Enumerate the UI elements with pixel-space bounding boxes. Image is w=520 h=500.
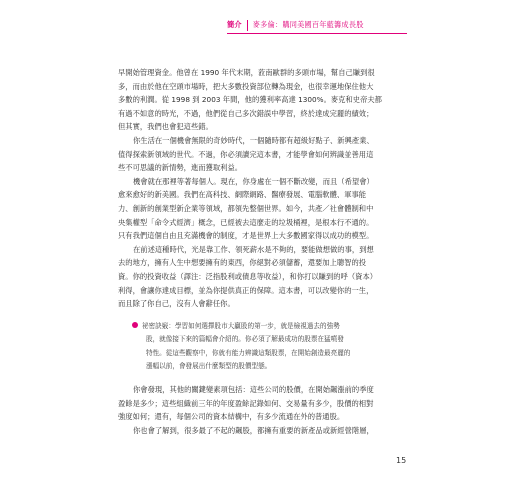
paragraph-line: 力、創新的創業型新企業等領域，都領先整個世界。如今，共產／社會體制和中 <box>118 203 374 213</box>
running-header <box>227 18 364 32</box>
paragraph-line: 資。你的投資收益（譯注：泛指股利或債息等收益），和你打以賺到的呼（資本） <box>118 271 378 281</box>
paragraph-line: 機會就在那裡等著每個人。現在，你身處在一個不斷改變，而且（希望會） <box>133 176 374 186</box>
page-body <box>118 66 414 437</box>
paragraph <box>118 243 414 311</box>
paragraph-line: 你也會了解到，很多最了不起的飆股，都擁有重要的新產品或新經營階層， <box>133 425 374 435</box>
paragraph-line: 多，而由於他在空頭市場時，把大多數投資部位轉為現金，也很幸運地保住他大 <box>118 81 374 91</box>
paragraph-line: 值得探索新領域的世代。不過，你必須讀完這本書，才能學會如何辨識並善用這 <box>118 149 374 159</box>
callout-line: 漲幅以前，會發展出什麼類型的股價型態。 <box>146 362 272 371</box>
header-rule <box>227 33 407 34</box>
paragraph-line: 你生活在一個機會無限的奇妙時代，一個隨時都有超級好點子、新興產業、 <box>133 135 374 145</box>
callout-line: 祕密訣竅：學習如何選擇股市大贏股的第一步，就是檢視過去的強勢 <box>132 320 414 334</box>
header-divider <box>247 20 248 31</box>
paragraph <box>118 175 414 243</box>
page-number: 15 <box>396 456 407 465</box>
paragraph-line: 強度如何；還有，每個公司的資本結構中，有多少流通在外的普通股。 <box>118 412 345 422</box>
paragraph-line: 些不可思議的新情勢，進而獲取利益。 <box>118 163 243 173</box>
paragraph-line: 但其實，我們也會犯這些錯。 <box>118 122 213 132</box>
paragraph-line: 早開始管理資金。他曾在 1990 年代末期，蒞南歐群的多頭市場，幫自己賺到很 <box>118 68 375 77</box>
callout-line: 特性。從這些觀察中，你就有能力辨識這類股票，在開始創造最亮麗的 <box>146 348 351 357</box>
paragraph-line: 在前述這種時代，光是靠工作、領死薪水是不夠的，要能做想做的事，到想 <box>133 244 374 254</box>
paragraph-line: 多數的利潤。從 1998 到 2003 年間，他的獲利率高達 1300%。麥克和史帝夫都 <box>118 95 382 105</box>
paragraph-line: 有過不如意的時光，不過，他們從自己多次錯誤中學習，終於達成完麗的績效； <box>118 108 374 118</box>
paragraph-line: 央集權型「命令式經濟」概念，已經被去這麼走的垃圾桶裡，是根本行不通的。 <box>118 217 374 227</box>
callout-line: 股，就像接下來的篇幅會介紹的。你必須了解最成功的股票在猛噴發 <box>146 335 344 344</box>
paragraph-line: 去的地方，擁有人生中想要擁有的東西，你絕對必須儲蓄，還要加上聰智的投 <box>118 258 367 268</box>
paragraph-line: 愈來愈好的新美國。我們在高科技、網際網路、醫療發展、電腦軟體、軍事能 <box>118 190 367 200</box>
paragraph <box>118 424 414 438</box>
paragraph <box>118 66 414 134</box>
paragraph-line: 只有我們這個自由且充滿機會的制度，才是世界上大多數國家得以成功的模型。 <box>118 231 374 241</box>
paragraphs-before-callout <box>118 66 414 311</box>
paragraph-line: 你會發現，其他的關鍵變素項包括：這些公司的股價，在開始飆漲前的季度 <box>133 385 374 395</box>
paragraph <box>118 134 414 175</box>
bullet-icon <box>132 322 138 328</box>
paragraphs-after-callout <box>118 383 414 437</box>
paragraph <box>118 383 414 424</box>
header-section: 簡介 <box>227 20 242 29</box>
header-title: 麥多倫：購同美國百年藍籌成長股 <box>252 20 364 29</box>
paragraph-line: 而且除了你自己，沒有人會辭任你。 <box>118 299 235 309</box>
paragraph-line: 盈餘是多少；這些組織前三年的年度盈餘記錄如何、交易量有多少，股價的相對 <box>118 398 374 408</box>
paragraph-line: 利得，會讓你達成目標，並為你提供真正的保障。這本書，可以改變你的一生， <box>118 285 374 295</box>
secret-tip-callout <box>132 320 414 374</box>
